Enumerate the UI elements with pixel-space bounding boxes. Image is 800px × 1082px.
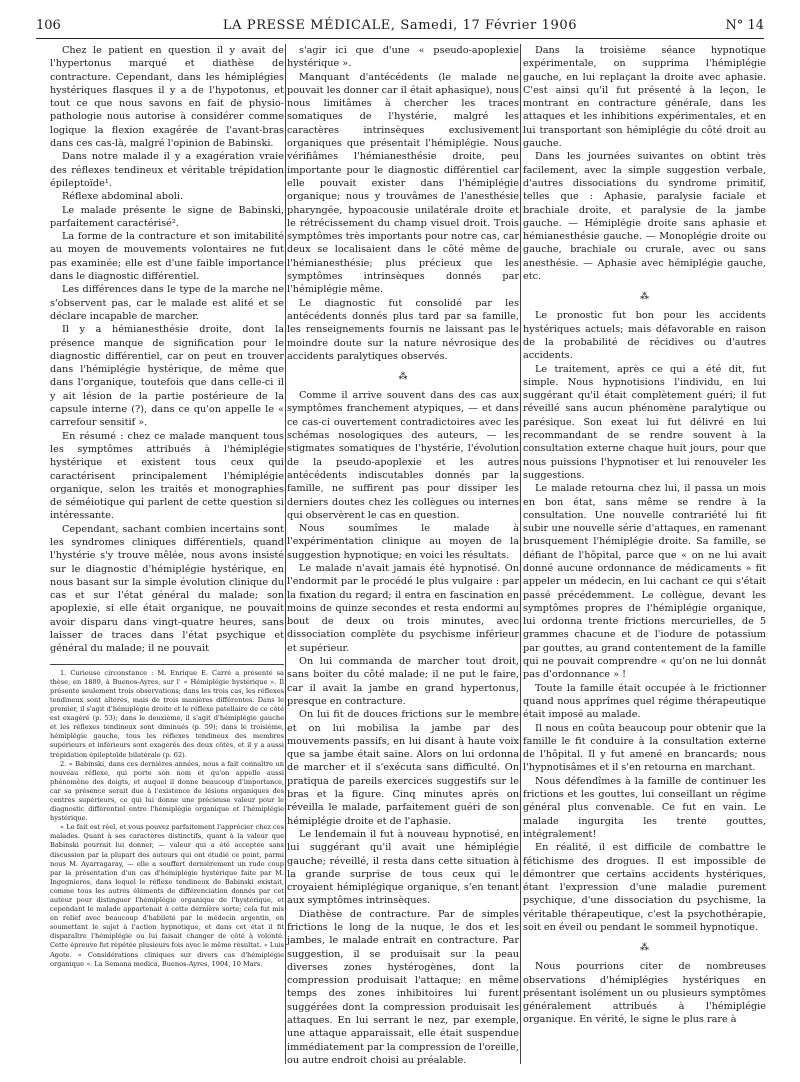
paragraph: Le malade présente le signe de Babinski, parfaitement caractérisé². <box>50 204 284 229</box>
column-divider <box>520 44 521 1064</box>
paragraph: Le lendemain il fut à nouveau hypnotisé, en lui suggérant qu'il avait une hémiplégie gauche; réveillé, il resta dans cette situation à la grande surprise de tous ceux qui le croyaient hémiplégique organique, s'en tenant aux symptômes intrinsèques. <box>287 828 519 907</box>
paragraph: Réflexe abdominal aboli. <box>62 191 184 203</box>
paragraph: En réalité, il est difficile de combattre le fétichisme des drogues. Il est impossible de démontrer que certains accidents hystériques, étant l'expression d'une maladie purement psychique, d'une dissociation du psychisme, la véritable thérapeutique, c'est la psychothérapie, soit en éveil ou pendant le sommeil hypnotique. <box>523 842 766 933</box>
paragraph: Les différences dans le type de la marche ne s'observent pas, car le malade est alité et se déclare incapable de marcher. <box>50 284 284 322</box>
paragraph: Diathèse de contracture. Par de simples frictions le long de la nuque, le dos et les jambes, le malade entrait en contracture. Par suggestion, il se produisait sur la peau diverses zones hystérogènes, dont la compression produisait l'attaque; en même temps des zones inhibitoires lui furent suggérées dont la compression produisait les attaques. En lui serrant le nez, par exemple, une attaque apparaissait, elle était suspendue immédiatement par la compression de l'oreille, ou autre endroit choisi au préalable. <box>287 908 519 1066</box>
page-header <box>36 18 764 40</box>
paragraph: On lui commanda de marcher tout droit, sans boiter du côté malade; il ne put le faire, car il avait la jambe en grand hypertonus, presque en contracture. <box>287 656 519 707</box>
paragraph: Dans les journées suivantes on obtint très facilement, avec la simple suggestion verbale, d'autres dissociations du syndrome primitif, telles que : Aphasie, paralysie faciale et brachiale droite, et paralysie de la jambe gauche. — Hémiplégie droite sans aphasie et hémianesthésie gauche. — Monoplégie droite ou gauche, brachiale ou crurale, avec ou sans anesthésie. — Aphasie avec hémiplégie gauche, etc. <box>523 151 766 283</box>
paragraph: En résumé : chez ce malade manquent tous les symptômes attribués à l'hémiplégie hystérique et existent tous ceux qui caractérisent principalement l'hémiplégie organique, selon les traités et monographies de séméiotique qui parlent de cette question si intéressante. <box>50 430 284 522</box>
paragraph: Manquant d'antécédents (le malade ne pouvait les donner car il était aphasique), nous nous limitâmes à chercher les traces somatiques de l'hystérie, malgré les caractères intrinsèques exclusivement organiques que présentait l'hémiplégie. Nous vérifiâmes l'hémianesthésie droite, peu importante pour le diagnostic différentiel car elle pouvait exister dans l'hémiplégie organique; nous y trouvâmes de l'anesthésie pharyngée, hypoacousie unilatérale droite et le rétrécissement du champ visuel droit. Trois symptômes très importants pour notre cas, car deux se localisaient dans le côté même de l'hémianesthésie; plus précieux que les symptômes intrinsèques donnés par l'hémiplégie même. <box>287 71 519 296</box>
section-separator: ⁂ <box>398 372 408 383</box>
column-1 <box>50 44 284 969</box>
column-1-body <box>50 44 284 656</box>
paragraph: Il y a hémianesthésie droite, dont la présence manque de signification pour le diagnostic différentiel, car on peut en trouver dans l'hémiplégie hystérique, de même que dans l'organique, toutefois que dans celle-ci il y ait lésion de la partie postérieure de la capsule interne (?), dans ce qu'on appelle le « carrefour sensitif ». <box>50 324 284 429</box>
paragraph: Le pronostic fut bon pour les accidents hystériques actuels; mais défavorable en raison de la probabilité de récidives ou d'autres accidents. <box>523 310 766 362</box>
issue-number: N° 14 <box>725 18 764 33</box>
paragraph: Le malade retourna chez lui, il passa un mois en bon état, sans même se rendre à la consultation. Une nouvelle contrariété lui fit subir une nouvelle série d'attaques, en ramenant brusquement l'hémiplégie droite. Sa famille, se défiant de l'hôpital, parce que « on ne lui avait donné aucune ordonnance de médicaments » fit appeler un médecin, en lui cachant ce qui s'était passé précédemment. Le collègue, devant les symptômes propres de l'hémiplégie organique, lui ordonna trente frictions mercurielles, de 5 grammes chacune et de l'iodure de potassium par gouttes, au grand contentement de la famille qui ne pouvait comprendre « qu'on ne lui donnât pas d'ordonnance » ! <box>523 483 766 681</box>
paragraph: Dans la troisième séance hypnotique expérimentale, on supprima l'hémiplégie gauche, en lui replaçant la droite avec aphasie. C'est ainsi qu'il fut présenté à la leçon, le montrant en contracture générale, dans les attaques et les inhibitions expérimentales, et en lui transportant son hémiplégie du côté droit au gauche. <box>523 45 766 150</box>
header-rule <box>36 38 764 39</box>
paragraph: Cependant, sachant combien incertains sont les syndromes cliniques différentiels, quand l'hystérie s'y trouve mêlée, nous avons insisté sur le diagnostic d'hémiplégie hystérique, en nous basant sur la simple évolution clinique du cas et sur l'état général du malade; son apoplexie, si elle était organique, ne pouvait avoir disparu dans vingt-quatre heures, sans laisser de traces dans l'état psychique et général du malade; il ne pouvait <box>50 523 284 655</box>
column-2 <box>287 44 519 1067</box>
section-separator: ⁂ <box>640 943 649 954</box>
paragraph: On lui fit de douces frictions sur le membre et on lui mobilisa la jambe par des mouvements passifs, en lui disant à haute voix que sa jambe était saine. Alors on lui ordonna de marcher et il s'exécuta sans difficulté. On pratiqua de pareils exercices suggestifs sur le bras et la figure. Cinq minutes après on réveilla le malade, parfaitement guéri de son hémiplégie droite et de l'aphasie. <box>287 709 519 827</box>
paragraph: Le diagnostic fut consolidé par les antécédents donnés plus tard par sa famille, les renseignements fournis ne laissant pas le moindre doute sur la nature névrosique des accidents paralytiques observés. <box>287 297 519 362</box>
column-divider <box>285 44 286 1064</box>
paragraph: La forme de la contracture et son imitabilité au moyen de mouvements volontaires ne fut pas examinée; elle est d'une faible importance dans le diagnostic différentiel. <box>50 231 284 283</box>
paragraph: Il nous en coûta beaucoup pour obtenir que la famille le fit conduire à la consultation externe de l'hôpital. Il y fut amené en brancards; nous l'hypnotisâmes et il s'en retourna en marchant. <box>523 722 766 774</box>
paragraph: Toute la famille était occupée à le frictionner quand nous apprîmes quel régime thérapeutique était imposé au malade. <box>523 682 766 721</box>
footnote: 1. Curieuse circonstance : M. Enrique E. Carré a présenté sa thèse, en 1889, à Buenos-Ayres, sur l' « Hémiplégie hystérique ». Il présente seulement trois observations; dans les trois cas, les réflexes tendineux sont altérés, mais de trois manières différentes. Dans le premier, il s'agit d'hémiplégie droite et le réflexe patellaire de ce côté est exagéré (p. 53); dans le deuxième, il s'agit d'hémiplégie gauche et les réflexes tendineux sont diminués (p. 59); dans le troisième, hémiplégie gauche, tous les réflexes tendineux des membres supérieurs et inférieurs sont exagérés des deux côtés, et il y a aussi trépidation épileptoïde bilatérale (p. 62). <box>50 668 284 759</box>
footnotes <box>50 664 284 969</box>
page-number: 106 <box>36 18 61 33</box>
paragraph: Chez le patient en question il y avait de l'hypertonus marqué et diathèse de contracture. Cependant, dans les hémiplégies hystériques flasques il y a de l'hypotonus, et tout ce que nous savons en fait de physio-pathologie nous autorise à considérer comme logique la flexion exagérée de l'avant-bras dans ces cas-là, malgré l'opinion de Babinski. <box>50 45 284 150</box>
paragraph: Nous soumîmes le malade à l'expérimentation clinique au moyen de la suggestion hypnotique; en voici les résultats. <box>287 523 519 561</box>
footnote: 2. « Babinski, dans ces dernières années, nous a fait connaître un nouveau réflexe, qui porte son nom et qu'on appelle aussi phénomène des doigts, et auquel il donne beaucoup d'importance, car sa présence serait due à l'existence de lésions organiques des centres supérieurs, ce qui lui donne une précieuse valeur pour le diagnostic différentiel entre l'hémiplégie organique et l'hémiplégie hystérique. <box>50 759 284 823</box>
section-separator: ⁂ <box>640 292 649 303</box>
paragraph: Comme il arrive souvent dans des cas aux symptômes franchement atypiques, — et dans ce cas-ci ouvertement contradictoires avec les schémas nosologiques des auteurs, — les stigmates somatiques de l'hystérie, l'évolution de la pseudo-apoplexie et les autres antécédents indiscutables donnés par la famille, ne suffirent pas pour dissiper les derniers doutes chez les collègues ou internes qui observèrent le cas en question. <box>287 390 519 521</box>
paragraph: s'agir ici que d'une « pseudo-apoplexie hystérique ». <box>287 45 519 70</box>
journal-title: LA PRESSE MÉDICALE, Samedi, 17 Février 1906 <box>222 18 578 33</box>
paragraph: Dans notre malade il y a exagération vraie des réflexes tendineux et véritable trépidation épileptoïde¹. <box>50 151 284 189</box>
paragraph: Nous défendîmes à la famille de continuer les frictions et les gouttes, lui conseillant un régime général plus convenable. Ce fut en vain. Le malade ingurgita les trente gouttes, intégralement! <box>523 775 766 840</box>
paragraph: Le malade n'avait jamais été hypnotisé. On l'endormit par le procédé le plus vulgaire : par la fixation du regard; il entra en fascination en moins de quinze secondes et resta endormi au bout de deux ou trois minutes, avec dissociation complète du psychisme inférieur et supérieur. <box>287 562 519 654</box>
paragraph: Nous pourrions citer de nombreuses observations d'hémiplégies hystériques en présentant isolément un ou plusieurs symptômes généralement attribués à l'hémiplégie organique. En vérité, le signe le plus rare à <box>523 961 766 1026</box>
column-3 <box>523 44 766 1027</box>
paragraph: Le traitement, après ce qui a été dit, fut simple. Nous hypnotisions l'individu, en lui suggérant qu'il était complètement guéri; il fut réveillé sans aucun phénomène paralytique ou parésique. Son exeat lui fut délivré en lui recommandant de se rendre souvent à la consultation externe chaque huit jours, pour que nous puissions l'hypnotiser et lui renouveler les suggestions. <box>523 363 766 481</box>
footnote: « Le fait est réel, et vous pouvez parfaitement l'apprécier chez ces malades. Quant à ses caractères distinctifs, quant à la valeur que Babinski pourrait lui donner, — valeur qui a été acceptée sans discussion par la plupart des auteurs qui ont étudié ce point, parmi nous M. Ayarragaray, — elle a souffert dernièrement un rude coup par la présentation d'un cas d'hémiplégie hystérique faite par M. Ingegnieros, dans lequel le réflexe tendineux de Babinski existait, comme tous les autres éléments de différenciation donnés par cet auteur pour distinguer l'hémiplégie organique de l'hystérique, et cependant le malade appartenait à cette dernière sorte; cela fut mis en relief avec beaucoup d'habileté par le médecin argentin, en soumettant le sujet à l'action hypnotique, et dans cet état il fit disparaître l'hémiplégie ou lui faisait changer de côté à volonté. Cette épreuve fut répétée plusieurs fois avec le même résultat. » Luis Agote. « Considérations cliniques sur divers cas d'hémiplégie organique ». La Semana medica, Buenos-Ayres, 1904, 10 Mars. <box>50 823 284 968</box>
